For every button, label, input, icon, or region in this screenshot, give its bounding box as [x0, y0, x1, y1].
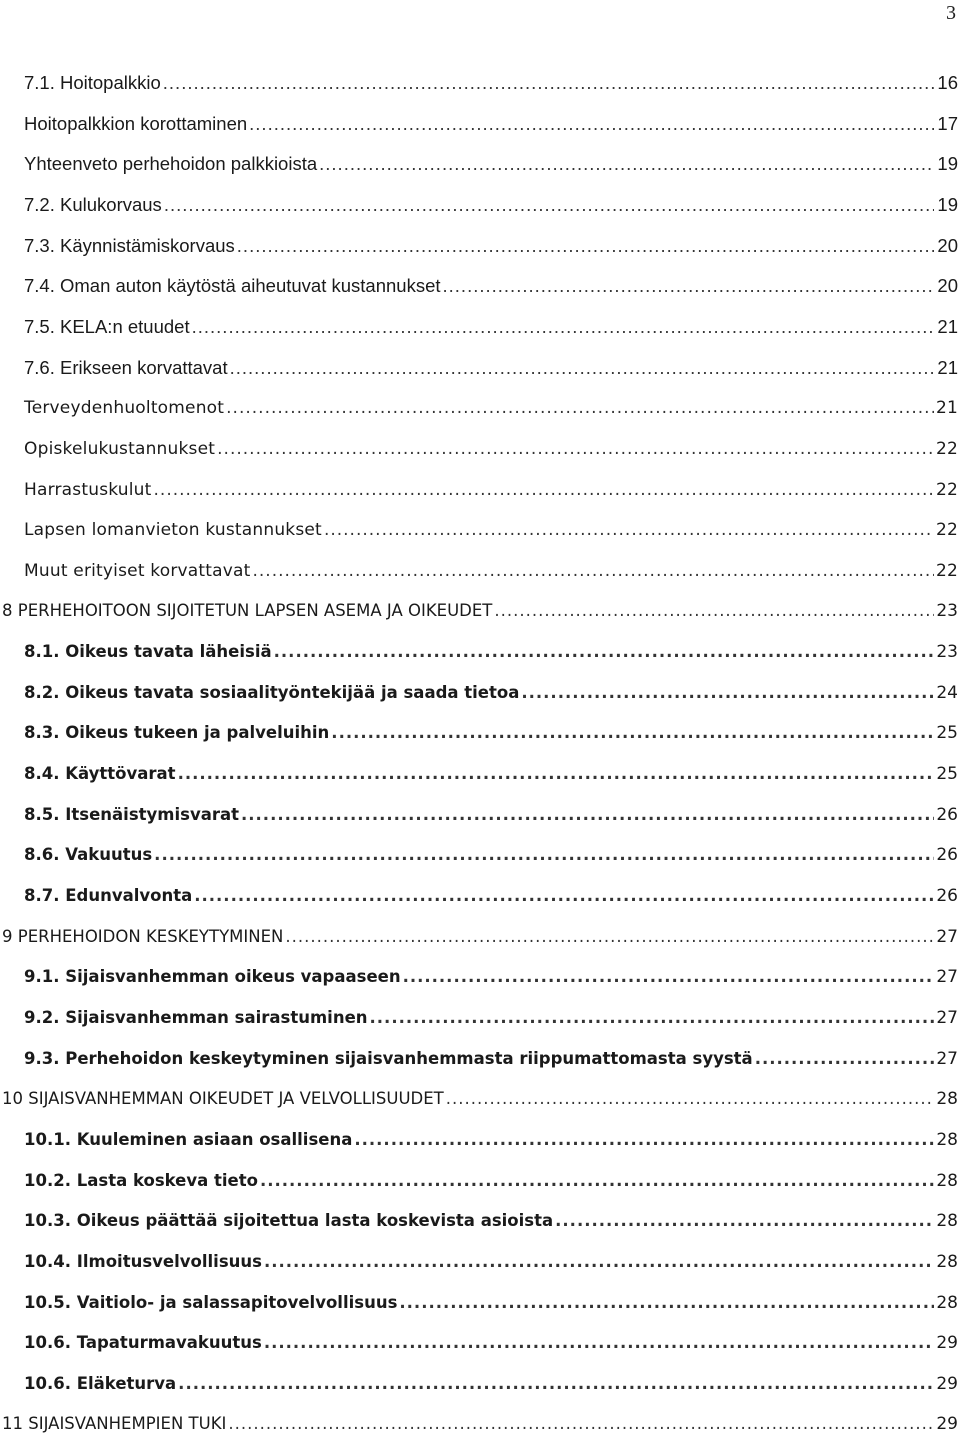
- toc-dot-leader: [285, 924, 934, 950]
- toc-entry[interactable]: [2, 924, 958, 950]
- toc-dot-leader: [192, 314, 934, 340]
- toc-dot-leader: [521, 680, 934, 706]
- toc-dot-leader: [249, 111, 934, 137]
- toc-entry-page: 27: [936, 927, 958, 947]
- toc-entry[interactable]: [24, 680, 958, 706]
- toc-entry[interactable]: [24, 1290, 958, 1316]
- toc-entry-page: 20: [937, 275, 958, 296]
- toc-entry[interactable]: [24, 802, 958, 828]
- toc-dot-leader: [228, 1411, 934, 1437]
- toc-entry-title: 8.6. Vakuutus: [24, 845, 153, 864]
- toc-entry[interactable]: [24, 883, 958, 909]
- toc-entry-title: 10 SIJAISVANHEMMAN OIKEUDET JA VELVOLLISUUDET: [2, 1089, 444, 1108]
- toc-entry[interactable]: [24, 1168, 958, 1194]
- toc-entry-title: 10.1. Kuuleminen asiaan osallisena: [24, 1130, 353, 1149]
- toc-entry[interactable]: [24, 355, 958, 381]
- toc-entry-title: 8 PERHEHOITOON SIJOITETUN LAPSEN ASEMA JA OIKEUDET: [2, 601, 493, 620]
- toc-entry-title: 10.5. Vaitiolo- ja salassapitovelvollisuus: [24, 1293, 398, 1312]
- toc-entry[interactable]: [24, 233, 958, 259]
- toc-entry-title: Muut erityiset korvattavat: [24, 561, 251, 581]
- toc-dot-leader: [274, 639, 934, 665]
- toc-entry[interactable]: [24, 395, 958, 421]
- toc-entry-title: Harrastuskulut: [24, 480, 152, 500]
- toc-dot-leader: [154, 477, 934, 503]
- toc-dot-leader: [264, 1330, 934, 1356]
- toc-entry-page: 24: [936, 683, 958, 703]
- toc-entry-page: 29: [936, 1374, 958, 1394]
- toc-entry-page: 27: [936, 967, 958, 987]
- toc-entry-title: 7.2. Kulukorvaus: [24, 194, 162, 215]
- toc-entry-page: 22: [935, 439, 958, 459]
- toc-entry-page: 26: [936, 845, 958, 865]
- toc-dot-leader: [399, 1290, 934, 1316]
- toc-entry-title: 8.3. Oikeus tukeen ja palveluihin: [24, 723, 330, 742]
- toc-dot-leader: [178, 1371, 934, 1397]
- toc-entry[interactable]: [24, 477, 958, 503]
- toc-entry-title: Opiskelukustannukset: [24, 439, 216, 459]
- toc-entry[interactable]: [24, 639, 958, 665]
- toc-entry-title: 10.6. Eläketurva: [24, 1374, 177, 1393]
- toc-entry[interactable]: [2, 598, 958, 624]
- toc-entry[interactable]: [24, 1249, 958, 1275]
- toc-entry-page: 16: [937, 72, 958, 93]
- toc-entry-page: 28: [936, 1171, 958, 1191]
- toc-entry-title: 9 PERHEHOIDON KESKEYTYMINEN: [2, 927, 284, 946]
- toc-entry-title: 7.6. Erikseen korvattavat: [24, 357, 228, 378]
- toc-entry[interactable]: [24, 1330, 958, 1356]
- toc-entry[interactable]: [24, 70, 958, 96]
- toc-entry-page: 23: [936, 642, 958, 662]
- toc-entry[interactable]: [24, 314, 958, 340]
- toc-entry-title: 9.3. Perhehoidon keskeytyminen sijaisvanhemmasta riippumattomasta syystä: [24, 1049, 753, 1068]
- toc-entry-page: 29: [936, 1333, 958, 1353]
- toc-entry-page: 29: [936, 1414, 958, 1434]
- toc-entry-page: 23: [936, 601, 958, 621]
- toc-dot-leader: [555, 1208, 934, 1234]
- toc-entry-title: 7.4. Oman auton käytöstä aiheutuvat kustannukset: [24, 275, 441, 296]
- toc-entry-page: 19: [937, 194, 958, 215]
- toc-entry-page: 27: [936, 1008, 958, 1028]
- toc-entry[interactable]: [24, 111, 958, 137]
- toc-dot-leader: [319, 151, 934, 177]
- toc-dot-leader: [237, 233, 934, 259]
- toc-entry-title: 7.5. KELA:n etuudet: [24, 316, 190, 337]
- toc-entry-page: 28: [936, 1293, 958, 1313]
- toc-entry-title: Yhteenveto perhehoidon palkkioista: [24, 153, 318, 174]
- toc-entry-title: 10.3. Oikeus päättää sijoitettua lasta koskevista asioista: [24, 1211, 554, 1230]
- toc-entry-title: 10.4. Ilmoitusvelvollisuus: [24, 1252, 262, 1271]
- toc-entry-title: Lapsen lomanvieton kustannukset: [24, 520, 322, 540]
- toc-entry[interactable]: [24, 273, 958, 299]
- toc-entry-page: 20: [937, 235, 958, 256]
- toc-dot-leader: [260, 1168, 934, 1194]
- toc-entry-page: 21: [937, 316, 958, 337]
- toc-dot-leader: [217, 436, 934, 462]
- toc-entry-page: 21: [937, 357, 958, 378]
- toc-dot-leader: [163, 70, 934, 96]
- toc-entry-title: 8.7. Edunvalvonta: [24, 886, 193, 905]
- toc-entry[interactable]: [24, 842, 958, 868]
- toc-dot-leader: [264, 1249, 934, 1275]
- toc-entry[interactable]: [24, 436, 958, 462]
- toc-entry-title: Terveydenhuoltomenot: [24, 398, 225, 418]
- toc-entry-title: 10.2. Lasta koskeva tieto: [24, 1171, 258, 1190]
- toc-entry[interactable]: [24, 192, 958, 218]
- toc-dot-leader: [324, 517, 934, 543]
- toc-dot-leader: [331, 720, 934, 746]
- toc-entry-page: 28: [936, 1089, 958, 1109]
- toc-dot-leader: [370, 1005, 934, 1031]
- toc-entry[interactable]: [2, 1411, 958, 1437]
- toc-dot-leader: [494, 598, 934, 624]
- toc-entry-page: 22: [935, 561, 958, 581]
- toc-entry-page: 28: [936, 1252, 958, 1272]
- toc-entry-page: 19: [937, 153, 958, 174]
- toc-dot-leader: [446, 1086, 934, 1112]
- toc-entry-title: 8.5. Itsenäistymisvarat: [24, 805, 239, 824]
- toc-dot-leader: [443, 273, 934, 299]
- toc-dot-leader: [178, 761, 934, 787]
- toc-entry-title: 10.6. Tapaturmavakuutus: [24, 1333, 262, 1352]
- toc-entry[interactable]: [24, 558, 958, 584]
- toc-entry-title: Hoitopalkkion korottaminen: [24, 113, 248, 134]
- toc-entry-page: 21: [935, 398, 958, 418]
- toc-entry-page: 25: [936, 764, 958, 784]
- toc-dot-leader: [230, 355, 934, 381]
- toc-dot-leader: [154, 842, 934, 868]
- toc-dot-leader: [403, 964, 934, 990]
- toc-entry-title: 8.2. Oikeus tavata sosiaalityöntekijää ja saada tietoa: [24, 683, 520, 702]
- toc-dot-leader: [241, 802, 934, 828]
- toc-dot-leader: [755, 1046, 934, 1072]
- toc-entry-page: 25: [936, 723, 958, 743]
- toc-entry-title: 9.2. Sijaisvanhemman sairastuminen: [24, 1008, 368, 1027]
- toc-entry-title: 7.3. Käynnistämiskorvaus: [24, 235, 235, 256]
- toc-entry-title: 11 SIJAISVANHEMPIEN TUKI: [2, 1414, 227, 1433]
- toc-entry-title: 8.1. Oikeus tavata läheisiä: [24, 642, 272, 661]
- toc-entry[interactable]: [24, 1127, 958, 1153]
- toc-dot-leader: [194, 883, 934, 909]
- toc-entry-page: 28: [936, 1130, 958, 1150]
- toc-entry-page: 26: [936, 886, 958, 906]
- toc-entry-title: 7.1. Hoitopalkkio: [24, 72, 161, 93]
- toc-entry-page: 26: [936, 805, 958, 825]
- toc-entry-page: 28: [936, 1211, 958, 1231]
- toc-entry[interactable]: [24, 1046, 958, 1072]
- toc-entry[interactable]: [24, 1371, 958, 1397]
- toc-entry[interactable]: [24, 517, 958, 543]
- toc-entry-page: 27: [936, 1049, 958, 1069]
- toc-entry[interactable]: [24, 1005, 958, 1031]
- toc-dot-leader: [354, 1127, 934, 1153]
- toc-entry-page: 22: [935, 520, 958, 540]
- toc-entry-page: 17: [937, 113, 958, 134]
- toc-dot-leader: [164, 192, 934, 218]
- toc-entry-title: 8.4. Käyttövarat: [24, 764, 176, 783]
- page-number: 3: [946, 2, 956, 24]
- toc-entry-page: 22: [935, 480, 958, 500]
- toc-entry[interactable]: [24, 1208, 958, 1234]
- toc-entry[interactable]: [24, 151, 958, 177]
- toc-entry[interactable]: [24, 964, 958, 990]
- toc-dot-leader: [226, 395, 934, 421]
- toc-dot-leader: [253, 558, 934, 584]
- toc-entry[interactable]: [24, 720, 958, 746]
- toc-entry[interactable]: [24, 761, 958, 787]
- toc-entry-title: 9.1. Sijaisvanhemman oikeus vapaaseen: [24, 967, 401, 986]
- toc-entry[interactable]: [2, 1086, 958, 1112]
